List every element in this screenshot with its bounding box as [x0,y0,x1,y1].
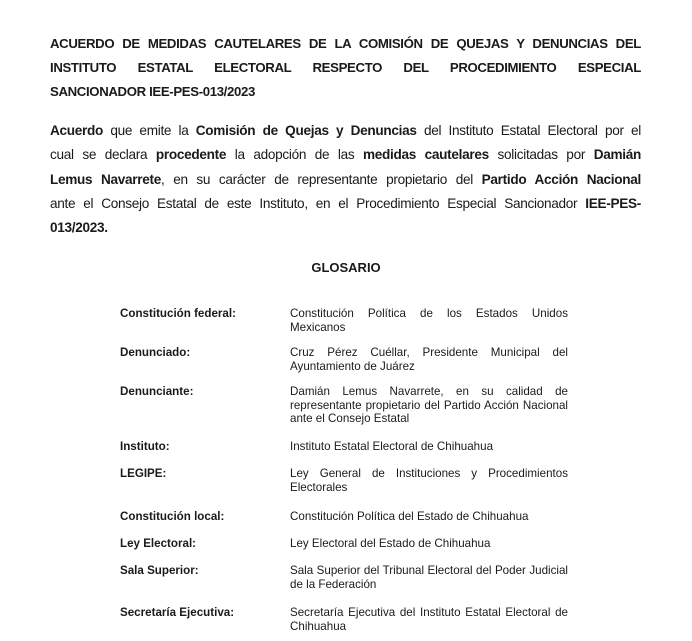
title-line: INSTITUTO ESTATAL ELECTORAL RESPECTO DEL PROCEDIMIENTO ESPECIAL [50,60,641,75]
paragraph-line [50,119,641,143]
glossary-definition: Cruz Pérez Cuéllar, Presidente Municipal del Ayuntamiento de Juárez [290,346,568,373]
glossary-term: Ley Electoral: [120,537,197,550]
glossary-definition: Damián Lemus Navarrete, en su calidad de representante propietario del Partido Acción Nacional ante el Consejo Estatal [290,385,568,426]
bold-text: IEE-PES- [585,195,641,211]
glossary-definition: Constitución Política del Estado de Chihuahua [290,510,529,523]
bold-text: Damián [593,147,641,163]
text: solicitadas por [488,147,594,163]
bold-text: 013/2023. [50,220,108,236]
paragraph-line [50,192,641,216]
glossary-term: Sala Superior: [120,564,199,577]
text: ante el Consejo Estatal de este Instituto, en el Procedimiento Especial Sancionador [50,195,586,211]
title-line: ACUERDO DE MEDIDAS CAUTELARES DE LA COMISIÓN DE QUEJAS Y DENUNCIAS DEL [50,36,641,51]
glossary-term: Instituto: [120,440,170,453]
glossary-term: Constitución federal: [120,307,236,320]
bold-text: Acuerdo [50,123,104,138]
glossary-definition: Sala Superior del Tribunal Electoral del Poder Judicial de la Federación [290,564,568,591]
bold-text: Partido Acción Nacional [481,171,641,187]
paragraph-line [50,143,641,167]
text: del Instituto Estatal Electoral por el [416,123,641,138]
document-title [50,32,641,104]
glosario-heading: GLOSARIO [311,260,381,275]
glossary-term: Secretaría Ejecutiva: [120,606,235,619]
glossary-term: LEGIPE: [120,467,167,480]
bold-text: procedente [155,147,227,163]
glossary-term: Denunciado: [120,346,191,359]
bold-text: Lemus Navarrete [50,171,162,187]
glossary-definition: Ley General de Instituciones y Procedimientos Electorales [290,467,568,494]
paragraph-line [50,216,641,240]
text: la adopción de las [226,147,363,163]
glossary-definition: Secretaría Ejecutiva del Instituto Estatal Electoral de Chihuahua [290,606,568,633]
glossary-term: Denunciante: [120,385,194,398]
intro-paragraph [50,119,641,240]
glossary-definition: Constitución Política de los Estados Unidos Mexicanos [290,307,568,334]
paragraph-line [50,168,641,192]
title-line: SANCIONADOR IEE-PES-013/2023 [50,84,255,99]
text: , en su carácter de representante propietario del [161,171,482,187]
text: cual se declara [50,147,156,163]
text: que emite la [103,123,196,138]
glossary-definition: Instituto Estatal Electoral de Chihuahua [290,440,494,453]
bold-text: medidas cautelares [362,147,489,163]
bold-text: Comisión de Quejas y Denuncias [195,123,417,138]
glossary-definition: Ley Electoral del Estado de Chihuahua [290,537,491,550]
glossary-term: Constitución local: [120,510,225,523]
